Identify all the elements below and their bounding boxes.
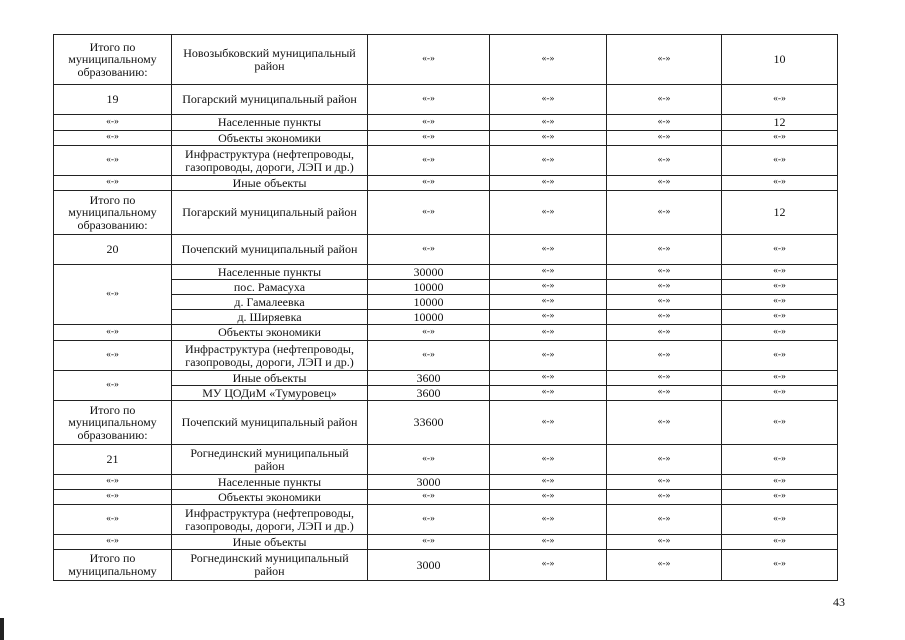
table-cell: 19 <box>54 85 172 115</box>
table-cell: «-» <box>722 295 838 310</box>
table-row <box>54 490 838 505</box>
table-cell: «-» <box>368 191 490 235</box>
table-cell: «-» <box>368 490 490 505</box>
table-cell: «-» <box>607 550 722 581</box>
table-cell: Населенные пункты <box>172 265 368 280</box>
table-cell: «-» <box>490 386 607 401</box>
table-cell: «-» <box>722 85 838 115</box>
table-row <box>54 265 838 280</box>
table-cell: «-» <box>722 325 838 341</box>
table-cell: Иные объекты <box>172 371 368 386</box>
table-cell: «-» <box>490 445 607 475</box>
table-cell: «-» <box>368 445 490 475</box>
table-cell: «-» <box>368 146 490 176</box>
table-cell: «-» <box>368 35 490 85</box>
table-cell: Объекты экономики <box>172 131 368 146</box>
table-cell: «-» <box>490 371 607 386</box>
table-cell: Итого по муниципальному образованию: <box>54 401 172 445</box>
table-cell: 10000 <box>368 280 490 295</box>
table-cell: пос. Рамасуха <box>172 280 368 295</box>
table-cell: «-» <box>722 505 838 535</box>
table-cell: «-» <box>490 401 607 445</box>
table-cell: «-» <box>722 265 838 280</box>
table-cell: «-» <box>607 295 722 310</box>
table-row <box>54 310 838 325</box>
table-cell: «-» <box>490 505 607 535</box>
table-cell: «-» <box>54 371 172 401</box>
table-cell: «-» <box>722 280 838 295</box>
table-cell: «-» <box>607 146 722 176</box>
table-row <box>54 550 838 581</box>
table-row <box>54 131 838 146</box>
table-cell: «-» <box>54 115 172 131</box>
table-row <box>54 341 838 371</box>
table-cell: Иные объекты <box>172 535 368 550</box>
table-row <box>54 235 838 265</box>
table-cell: «-» <box>607 341 722 371</box>
table-cell: 10000 <box>368 310 490 325</box>
table-cell: 3600 <box>368 386 490 401</box>
table-cell: «-» <box>54 505 172 535</box>
table-row <box>54 371 838 386</box>
table-cell: 21 <box>54 445 172 475</box>
table-cell: «-» <box>722 310 838 325</box>
table-cell: Рогнединский муниципальный район <box>172 550 368 581</box>
table-row <box>54 191 838 235</box>
table-cell: д. Ширяевка <box>172 310 368 325</box>
table-cell: «-» <box>490 295 607 310</box>
table-cell: Инфраструктура (нефтепроводы, газопроводы, дороги, ЛЭП и др.) <box>172 146 368 176</box>
table-cell: Погарский муниципальный район <box>172 85 368 115</box>
table-cell: «-» <box>54 146 172 176</box>
table-cell: «-» <box>607 265 722 280</box>
table-cell: «-» <box>490 176 607 191</box>
table-cell: Инфраструктура (нефтепроводы, газопроводы, дороги, ЛЭП и др.) <box>172 505 368 535</box>
table-cell: «-» <box>368 85 490 115</box>
table-cell: «-» <box>368 535 490 550</box>
table-cell: 3000 <box>368 550 490 581</box>
table-row <box>54 325 838 341</box>
table-row <box>54 295 838 310</box>
table-cell: «-» <box>607 475 722 490</box>
table-cell: «-» <box>368 341 490 371</box>
table-cell: «-» <box>722 550 838 581</box>
table-cell: 12 <box>722 115 838 131</box>
table-cell: «-» <box>607 85 722 115</box>
table-row <box>54 505 838 535</box>
table-cell: 30000 <box>368 265 490 280</box>
table-cell: МУ ЦОДиМ «Тумуровец» <box>172 386 368 401</box>
table-row <box>54 115 838 131</box>
table-cell: «-» <box>490 310 607 325</box>
table-cell: «-» <box>54 265 172 325</box>
table-cell: «-» <box>368 131 490 146</box>
page-number: 43 <box>833 595 845 609</box>
table-cell: «-» <box>607 131 722 146</box>
table-cell: Новозыбковский муниципальный район <box>172 35 368 85</box>
table-cell: «-» <box>607 445 722 475</box>
table-cell: «-» <box>722 371 838 386</box>
table-cell: «-» <box>54 341 172 371</box>
table-cell: «-» <box>368 176 490 191</box>
table-cell: «-» <box>722 475 838 490</box>
table-cell: «-» <box>607 280 722 295</box>
table-cell: «-» <box>368 235 490 265</box>
table-body <box>54 35 838 581</box>
table-cell: 33600 <box>368 401 490 445</box>
table-cell: «-» <box>490 280 607 295</box>
table-cell: Почепский муниципальный район <box>172 235 368 265</box>
table-cell: «-» <box>607 310 722 325</box>
table-row <box>54 35 838 85</box>
table-cell: «-» <box>607 535 722 550</box>
scan-edge-mark <box>0 618 4 640</box>
table-cell: «-» <box>54 131 172 146</box>
table-cell: «-» <box>607 191 722 235</box>
table-row <box>54 401 838 445</box>
table-cell: «-» <box>722 235 838 265</box>
table-cell: «-» <box>54 176 172 191</box>
table-cell: Почепский муниципальный район <box>172 401 368 445</box>
table-cell: «-» <box>490 131 607 146</box>
table-cell: «-» <box>607 115 722 131</box>
table-cell: Итого по муниципальному образованию: <box>54 191 172 235</box>
table-cell: «-» <box>490 235 607 265</box>
table-cell: Итого по муниципальному образованию: <box>54 35 172 85</box>
table-row <box>54 535 838 550</box>
table-row <box>54 445 838 475</box>
table-cell: «-» <box>490 475 607 490</box>
table-row <box>54 475 838 490</box>
table-row <box>54 146 838 176</box>
table-cell: «-» <box>490 191 607 235</box>
table-cell: «-» <box>722 131 838 146</box>
table-cell: «-» <box>368 505 490 535</box>
table-cell: «-» <box>607 35 722 85</box>
table-cell: 3600 <box>368 371 490 386</box>
table-row <box>54 280 838 295</box>
table-cell: «-» <box>490 490 607 505</box>
table-cell: «-» <box>54 490 172 505</box>
table-cell: «-» <box>368 325 490 341</box>
table-cell: «-» <box>722 341 838 371</box>
table-cell: Инфраструктура (нефтепроводы, газопроводы, дороги, ЛЭП и др.) <box>172 341 368 371</box>
table-cell: «-» <box>722 386 838 401</box>
table-cell: Населенные пункты <box>172 475 368 490</box>
table-cell: «-» <box>54 325 172 341</box>
table-cell: «-» <box>607 386 722 401</box>
table-cell: «-» <box>607 176 722 191</box>
table-cell: «-» <box>722 490 838 505</box>
table-cell: «-» <box>607 371 722 386</box>
table-cell: «-» <box>490 35 607 85</box>
table-cell: Итого по муниципальному <box>54 550 172 581</box>
table-cell: Рогнединский муниципальный район <box>172 445 368 475</box>
table-cell: «-» <box>54 475 172 490</box>
table-cell: Объекты экономики <box>172 490 368 505</box>
table-cell: «-» <box>607 401 722 445</box>
table-cell: «-» <box>54 535 172 550</box>
table-cell: 10 <box>722 35 838 85</box>
table-cell: «-» <box>607 325 722 341</box>
table-cell: «-» <box>490 265 607 280</box>
data-table <box>53 34 838 581</box>
table-cell: Погарский муниципальный район <box>172 191 368 235</box>
table-cell: «-» <box>722 401 838 445</box>
table-row <box>54 386 838 401</box>
table-cell: «-» <box>607 235 722 265</box>
table-cell: «-» <box>490 550 607 581</box>
table-cell: 20 <box>54 235 172 265</box>
table-cell: «-» <box>607 505 722 535</box>
table-cell: 12 <box>722 191 838 235</box>
table-cell: 3000 <box>368 475 490 490</box>
table-cell: 10000 <box>368 295 490 310</box>
table-cell: «-» <box>490 341 607 371</box>
table-cell: «-» <box>490 85 607 115</box>
table-cell: «-» <box>490 115 607 131</box>
table-cell: Населенные пункты <box>172 115 368 131</box>
table-cell: «-» <box>607 490 722 505</box>
table-row <box>54 85 838 115</box>
table-cell: Объекты экономики <box>172 325 368 341</box>
table-cell: «-» <box>368 115 490 131</box>
table-cell: Иные объекты <box>172 176 368 191</box>
table-cell: «-» <box>722 146 838 176</box>
table-cell: д. Гамалеевка <box>172 295 368 310</box>
table-cell: «-» <box>722 535 838 550</box>
table-cell: «-» <box>722 176 838 191</box>
table-row <box>54 176 838 191</box>
table-cell: «-» <box>490 325 607 341</box>
table-cell: «-» <box>490 146 607 176</box>
table-cell: «-» <box>722 445 838 475</box>
table-cell: «-» <box>490 535 607 550</box>
